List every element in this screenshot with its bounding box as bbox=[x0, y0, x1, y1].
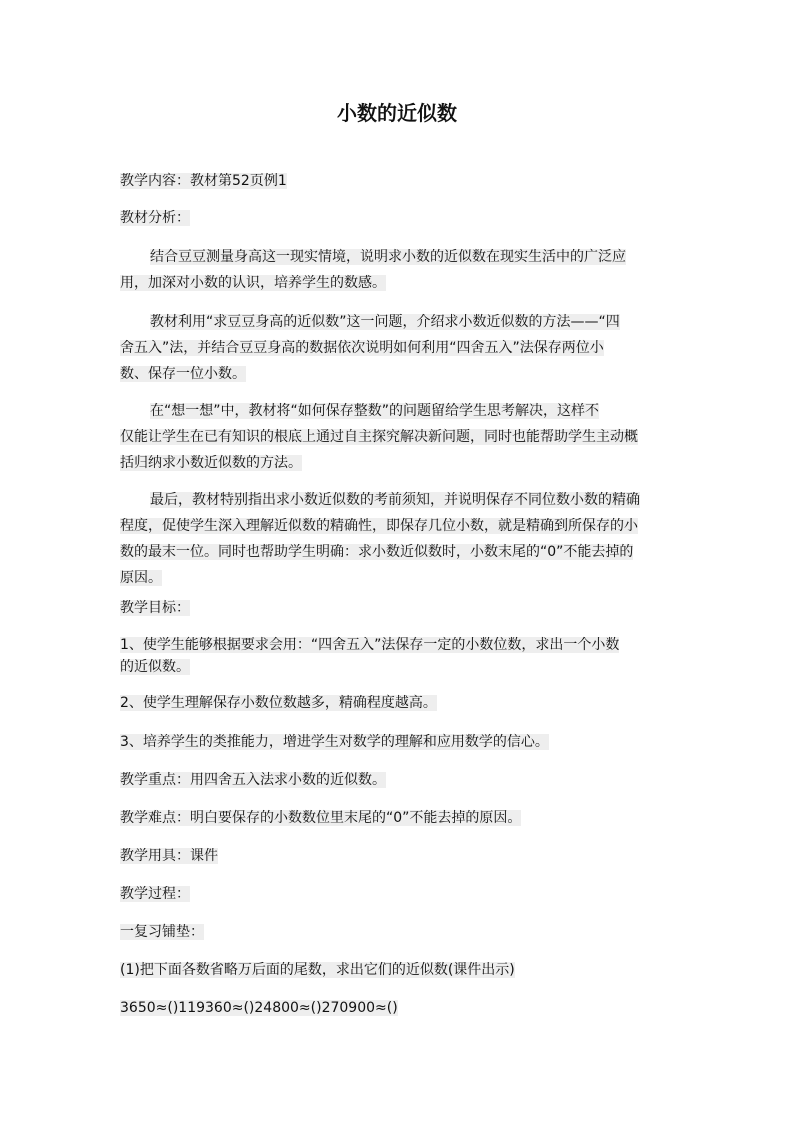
analysis-paragraph-1: 结合豆豆测量身高这一现实情境，说明求小数的近似数在现实生活中的广泛应 用，加深对小数的认识，培养学生的数感。 bbox=[120, 249, 626, 291]
review-heading: 一复习铺垫： bbox=[120, 924, 204, 940]
analysis-paragraph-4: 最后，教材特别指出求小数近似数的考前须知，并说明保存不同位数小数的精确 程度，促使学生深入理解近似数的精确性，即保存几位小数，就是精确到所保存的小 数的最末一位。同时也帮助学生明确：求小数近似数时，小数末尾的“0”不能去掉的 原因。 bbox=[120, 492, 640, 586]
difficulty: 教学难点：明白要保存的小数数位里末尾的“0”不能去掉的原因。 bbox=[120, 810, 522, 826]
step-1: (1)把下面各数省略万后面的尾数，求出它们的近似数(课件出示) bbox=[120, 962, 515, 978]
goal-1: 1、使学生能够根据要求会用：“四舍五入”法保存一定的小数位数，求出一个小数 的近似数。 bbox=[120, 637, 620, 675]
content-line: 教学内容：教材第52页例1 bbox=[120, 173, 287, 189]
goals-heading: 教学目标： bbox=[120, 600, 190, 616]
goal-2: 2、使学生理解保存小数位数越多，精确程度越高。 bbox=[120, 695, 437, 711]
process-heading: 教学过程： bbox=[120, 886, 190, 902]
exercise-line: 3650≈()119360≈()24800≈()270900≈() bbox=[120, 1000, 398, 1016]
document-title: 小数的近似数 bbox=[337, 101, 457, 125]
key-point: 教学重点：用四舍五入法求小数的近似数。 bbox=[120, 772, 386, 788]
analysis-paragraph-2: 教材利用“求豆豆身高的近似数”这一问题，介绍求小数近似数的方法——“四 舍五入”法，并结合豆豆身高的数据依次说明如何利用“四舍五入”法保存两位小 数、保存一位小数。 bbox=[120, 314, 620, 382]
tools: 教学用具：课件 bbox=[120, 848, 218, 864]
analysis-heading: 教材分析： bbox=[120, 210, 190, 226]
analysis-paragraph-3: 在“想一想”中，教材将“如何保存整数”的问题留给学生思考解决，这样不 仅能让学生在已有知识的根底上通过自主探究解决新问题，同时也能帮助学生主动概 括归纳求小数近似数的方法。 bbox=[120, 403, 638, 471]
goal-3: 3、培养学生的类推能力，增进学生对数学的理解和应用数学的信心。 bbox=[120, 734, 549, 750]
